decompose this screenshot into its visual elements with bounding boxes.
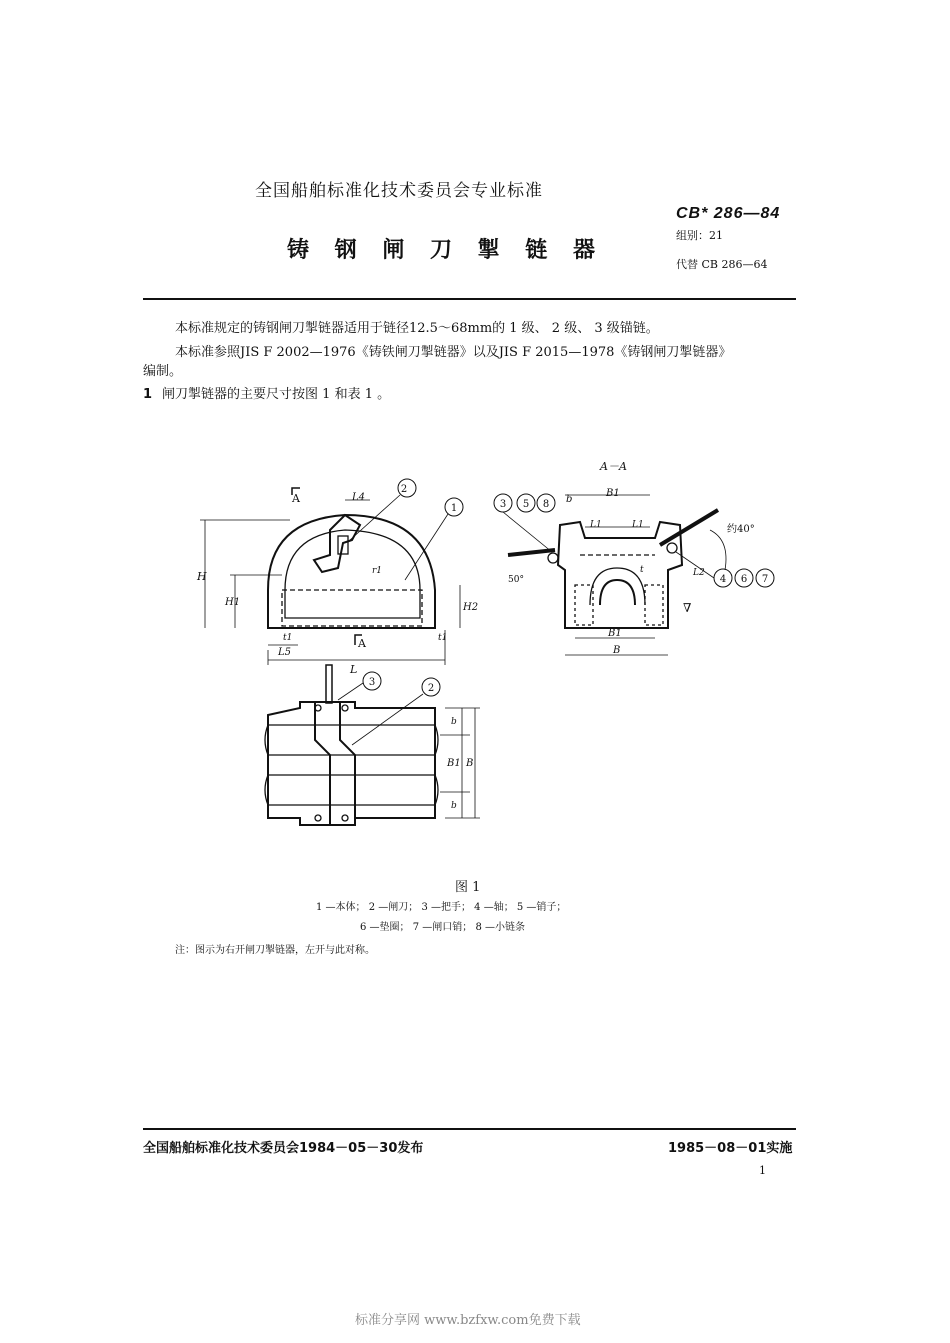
- figure-caption: 图 1: [455, 880, 481, 895]
- callout-2-plan: 2: [427, 683, 435, 694]
- footer-rule: [143, 1128, 796, 1130]
- label-r1: r1: [372, 566, 383, 576]
- callout-6-section: 6: [740, 574, 748, 585]
- figure-legend-line-2: 6 —垫圈； 7 —闸口销； 8 —小链条: [360, 922, 525, 933]
- label-angle-40: 约40°: [727, 524, 755, 535]
- paragraph-reference-cont: 编制。: [143, 364, 183, 379]
- label-A-bottom: A: [358, 637, 366, 650]
- figure-legend-line-1: 1 —本体； 2 —闸刀； 3 —把手； 4 —轴； 5 —销子；: [316, 902, 567, 913]
- label-B1-top: B1: [606, 488, 620, 499]
- publish-date: 全国船舶标准化技术委员会1984－05－30发布: [143, 1141, 424, 1156]
- label-L2: L2: [693, 568, 705, 578]
- label-t1-left: t1: [283, 633, 293, 643]
- label-t: t: [640, 565, 644, 575]
- watermark-text: 标准分享网 www.bzfxw.com免费下载: [355, 1313, 581, 1328]
- side-view: [196, 479, 478, 676]
- label-t1-right: t1: [438, 633, 448, 643]
- standard-number: CB* 286—84: [676, 205, 781, 222]
- issuing-organization: 全国船舶标准化技术委员会专业标准: [255, 181, 543, 201]
- implementation-date: 1985－08－01实施: [668, 1141, 793, 1156]
- label-A-top: A: [292, 492, 300, 505]
- label-L1-left: L1: [590, 520, 602, 530]
- section-view: [494, 460, 774, 656]
- callout-8-section: 8: [542, 499, 550, 510]
- paragraph-reference: 本标准参照JIS F 2002—1976《铸铁闸刀掣链器》以及JIS F 2015—1978《铸钢闸刀掣链器》: [175, 345, 732, 360]
- label-B-section: B: [613, 645, 621, 656]
- callout-4-section: 4: [719, 574, 727, 585]
- page-number: 1: [759, 1164, 766, 1177]
- callout-1-side: 1: [450, 503, 458, 514]
- figure-1-drawing: [0, 440, 950, 880]
- section-label: A－A: [600, 460, 627, 473]
- label-b-plan-bottom: b: [451, 801, 457, 811]
- label-B1-bottom: B1: [608, 628, 622, 639]
- callout-3-section: 3: [499, 499, 507, 510]
- label-H2: H2: [463, 602, 479, 613]
- roughness-symbol: ∇: [683, 601, 692, 615]
- label-b-plan-top: b: [451, 717, 457, 727]
- header-rule: [143, 298, 796, 300]
- label-B1-plan: B1: [447, 758, 461, 769]
- label-L1-right: L1: [632, 520, 644, 530]
- label-H: H: [197, 570, 207, 583]
- group-number: 组别：21: [676, 229, 723, 242]
- callout-7-section: 7: [761, 574, 769, 585]
- callout-5-section: 5: [522, 499, 530, 510]
- clause-1: [143, 386, 390, 404]
- label-b-section: b: [566, 494, 573, 505]
- label-H1: H1: [225, 597, 241, 608]
- label-L5: L5: [278, 647, 292, 658]
- callout-3-plan: 3: [368, 677, 376, 688]
- figure-note: 注：图示为右开闸刀掣链器，左开与此对称。: [175, 945, 375, 956]
- label-L4: L4: [352, 492, 366, 503]
- paragraph-scope: 本标准规定的铸钢闸刀掣链器适用于链径12.5～68mm的 1 级、 2 级、 3 级锚链。: [175, 321, 659, 336]
- label-L: L: [350, 663, 358, 676]
- clause-number: 1: [143, 387, 153, 402]
- label-B-plan: B: [466, 758, 474, 769]
- label-angle-50: 50°: [508, 575, 524, 585]
- clause-text: 闸刀掣链器的主要尺寸按图 1 和表 1 。: [162, 387, 391, 402]
- plan-view: [265, 665, 480, 825]
- replaces-standard: 代替 CB 286—64: [676, 258, 768, 271]
- document-title: 铸 钢 闸 刀 掣 链 器: [287, 238, 604, 263]
- callout-2-side: 2: [400, 484, 408, 495]
